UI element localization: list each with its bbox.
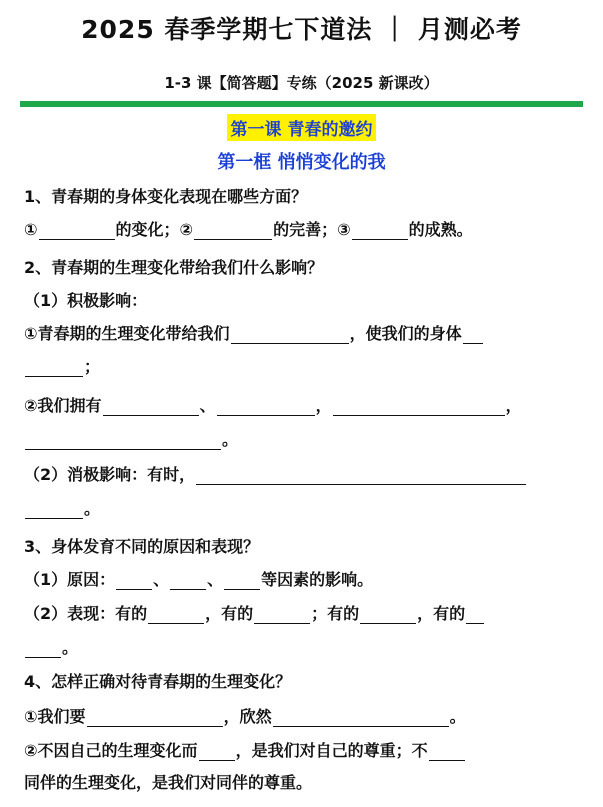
text: 。 [449,707,466,726]
question-1-answer [24,220,473,240]
answer-blank[interactable] [273,710,449,727]
text: 的完善；③ [273,220,351,239]
answer-blank[interactable] [196,468,526,485]
divider [20,101,583,107]
answer-blank[interactable] [466,607,484,624]
text: ②我们拥有 [24,396,102,415]
answer-blank[interactable] [224,573,260,590]
answer-blank[interactable] [25,641,61,658]
text: ，使我们的身体 [349,324,462,343]
text: （2）消极影响：有时， [24,465,196,484]
text: ① [24,220,38,239]
answer-blank[interactable] [199,744,235,761]
text: 。 [222,430,239,449]
question-2-sub1: （1）积极影响： [24,291,148,310]
text: 、 [199,396,216,415]
answer-blank[interactable] [39,223,115,240]
question-2-answer-a-cont [24,357,100,377]
answer-blank[interactable] [429,744,465,761]
text: ①我们要 [24,707,86,726]
question-1-title: 1、青春期的身体变化表现在哪些方面？ [24,187,308,206]
question-4-answer-b-cont: 同伴的生理变化，是我们对同伴的尊重。 [24,773,313,792]
answer-blank[interactable] [217,399,315,416]
answer-blank[interactable] [103,399,199,416]
text: ①青春期的生理变化带给我们 [24,324,230,343]
text: ，是我们对自己的尊重；不 [235,741,428,760]
answer-blank[interactable] [116,573,152,590]
text: ； [84,357,101,376]
answer-blank[interactable] [231,327,349,344]
question-4-answer-b [24,741,466,761]
answer-blank[interactable] [333,399,505,416]
answer-blank[interactable] [463,327,483,344]
question-2-title: 2、青春期的生理变化带给我们什么影响？ [24,258,324,277]
answer-blank[interactable] [148,607,204,624]
text: 等因素的影响。 [261,570,374,589]
lesson-heading: 第一课 青春的邀约 [227,114,377,141]
text: ，有的 [417,604,466,623]
answer-blank[interactable] [25,433,221,450]
answer-blank[interactable] [352,223,408,240]
text: （2）表现：有的 [24,604,148,623]
text: 的成熟。 [408,220,473,239]
frame-heading: 第一框 悄悄变化的我 [217,152,386,173]
text: 。 [84,499,101,518]
answer-blank[interactable] [254,607,310,624]
question-2-sub2-cont [24,499,100,519]
question-4-title: 4、怎样正确对待青春期的生理变化？ [24,672,292,691]
question-2-answer-b-cont [24,430,238,450]
text: ， [315,396,332,415]
question-2-sub2 [24,465,527,485]
answer-blank[interactable] [25,360,83,377]
text: ，欣然 [223,707,272,726]
answer-blank[interactable] [170,573,206,590]
answer-blank[interactable] [194,223,272,240]
answer-blank[interactable] [25,502,83,519]
question-4-answer-a [24,707,466,727]
text: ， [505,396,522,415]
question-3-title: 3、身体发育不同的原因和表现？ [24,537,260,556]
text: ；有的 [311,604,360,623]
text: ，有的 [205,604,254,623]
page-subtitle: 1-3 课【简答题】专练（2025 新课改） [164,74,439,92]
question-3-performance [24,604,485,624]
question-2-answer-b [24,396,522,416]
question-2-answer-a [24,324,484,344]
text: 、 [153,570,170,589]
answer-blank[interactable] [87,710,223,727]
text: 的变化；② [115,220,194,239]
question-3-performance-cont [24,638,78,658]
question-3-reasons [24,570,373,590]
text: 、 [207,570,224,589]
page-title: 2025 春季学期七下道法 ｜ 月测必考 [81,15,522,44]
text: 。 [62,638,79,657]
text: ②不因自己的生理变化而 [24,741,198,760]
answer-blank[interactable] [360,607,416,624]
text: （1）原因： [24,570,116,589]
